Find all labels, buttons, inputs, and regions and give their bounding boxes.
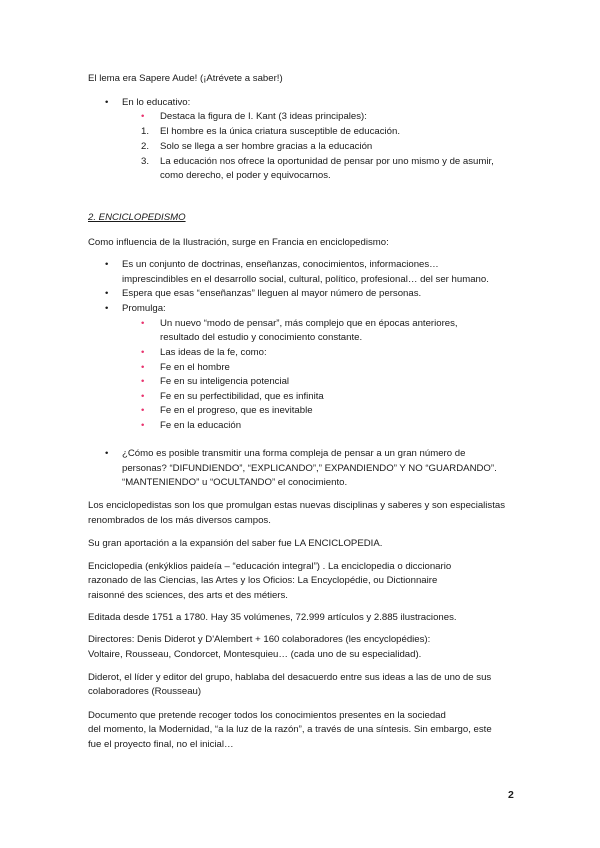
paragraph-enciclopedistas-line-2: renombrados de los más diversos campos. <box>88 515 271 526</box>
paragraph-enciclopedia-line-1: Enciclopedia (enkýklios paideía – “educación integral”) . La enciclopedia o diccionario <box>88 561 452 572</box>
idea-text: El hombre es la única criatura susceptible de educación. <box>160 126 400 137</box>
idea-number: 3. <box>141 156 150 167</box>
bullet-icon: • <box>105 288 109 299</box>
kant-highlight-text: Destaca la figura de I. Kant (3 ideas principales): <box>160 111 367 122</box>
promulga-text: Fe en su perfectibilidad, que es infinita <box>160 391 324 402</box>
paragraph-diderot-line-1: Diderot, el líder y editor del grupo, hablaba del desacuerdo entre sus ideas a las de uno de sus <box>88 672 492 683</box>
paragraph-editada: Editada desde 1751 a 1780. Hay 35 volúmenes, 72.999 artículos y 2.885 ilustraciones. <box>88 612 457 623</box>
paragraph-directores-line-2: Voltaire, Rousseau, Condorcet, Montesquieu… (cada uno de su especialidad). <box>88 649 422 660</box>
paragraph-diderot-line-2: colaboradores (Rousseau) <box>88 686 202 697</box>
bullet-text: personas? “DIFUNDIENDO”, “EXPLICANDO”,” EXPANDIENDO” Y NO “GUARDANDO”. <box>122 463 497 474</box>
promulga-text: resultado del estudio y conocimiento constante. <box>160 332 363 343</box>
paragraph-enciclopedistas-line-1: Los enciclopedistas son los que promulgan estas nuevas disciplinas y saberes y son especialistas <box>88 500 506 511</box>
bullet-text: “MANTENIENDO” u “OCULTANDO” el conocimiento. <box>122 477 348 488</box>
bullet-text: Promulga: <box>122 303 166 314</box>
paragraph-directores-line-1: Directores: Denis Diderot y D'Alembert + 160 colaboradores (les encyclopédies): <box>88 634 431 645</box>
idea-text: Solo se llega a ser hombre gracias a la educación <box>160 141 373 152</box>
promulga-text: Las ideas de la fe, como: <box>160 347 267 358</box>
page-number: 2 <box>508 789 514 801</box>
idea-text: La educación nos ofrece la oportunidad de pensar por uno mismo y de asumir, <box>160 156 494 167</box>
pink-bullet-icon: • <box>141 391 145 402</box>
promulga-text: Un nuevo “modo de pensar”, más complejo que en épocas anteriores, <box>160 318 458 329</box>
section-intro: Como influencia de la Ilustración, surge en Francia en enciclopedismo: <box>88 237 389 248</box>
idea-number: 1. <box>141 126 150 137</box>
bullet-icon: • <box>105 303 109 314</box>
bullet-text: Es un conjunto de doctrinas, enseñanzas, conocimientos, informaciones… <box>122 259 439 270</box>
promulga-text: Fe en el hombre <box>160 362 230 373</box>
pink-bullet-icon: • <box>141 420 145 431</box>
pink-bullet-icon: • <box>141 111 145 122</box>
bullet-text: En lo educativo: <box>122 97 191 108</box>
section-heading: 2. ENCICLOPEDISMO <box>88 212 186 223</box>
paragraph-documento-line-1: Documento que pretende recoger todos los conocimientos presentes en la sociedad <box>88 710 446 721</box>
pink-bullet-icon: • <box>141 362 145 373</box>
bullet-icon: • <box>105 97 109 108</box>
bullet-icon: • <box>105 259 109 270</box>
paragraph-enciclopedia-line-2: razonado de las Ciencias, las Artes y los Oficios: La Encyclopédie, ou Dictionnaire <box>88 575 438 586</box>
paragraph-documento-line-2: del momento, la Modernidad, “a la luz de la razón”, a través de una síntesis. Sin embargo, este <box>88 724 492 735</box>
paragraph-aportacion: Su gran aportación a la expansión del saber fue LA ENCICLOPEDIA. <box>88 538 383 549</box>
promulga-text: Fe en su inteligencia potencial <box>160 376 290 387</box>
idea-number: 2. <box>141 141 150 152</box>
pink-bullet-icon: • <box>141 347 145 358</box>
idea-text: como derecho, el poder y equivocarnos. <box>160 170 331 181</box>
bullet-text: Espera que esas “enseñanzas” lleguen al mayor número de personas. <box>122 288 422 299</box>
paragraph-enciclopedia-line-3: raisonné des sciences, des arts et des métiers. <box>88 590 288 601</box>
bullet-icon: • <box>105 448 109 459</box>
pink-bullet-icon: • <box>141 318 145 329</box>
intro-motto: El lema era Sapere Aude! (¡Atrévete a saber!) <box>88 73 283 84</box>
pink-bullet-icon: • <box>141 376 145 387</box>
pink-bullet-icon: • <box>141 405 145 416</box>
paragraph-documento-line-3: fue el proyecto final, no el inicial… <box>88 739 234 750</box>
bullet-text: ¿Cómo es posible transmitir una forma compleja de pensar a un gran número de <box>122 448 466 459</box>
promulga-text: Fe en el progreso, que es inevitable <box>160 405 313 416</box>
promulga-text: Fe en la educación <box>160 420 242 431</box>
bullet-text: imprescindibles en el desarrollo social, cultural, político, profesional… del ser humano. <box>122 274 489 285</box>
